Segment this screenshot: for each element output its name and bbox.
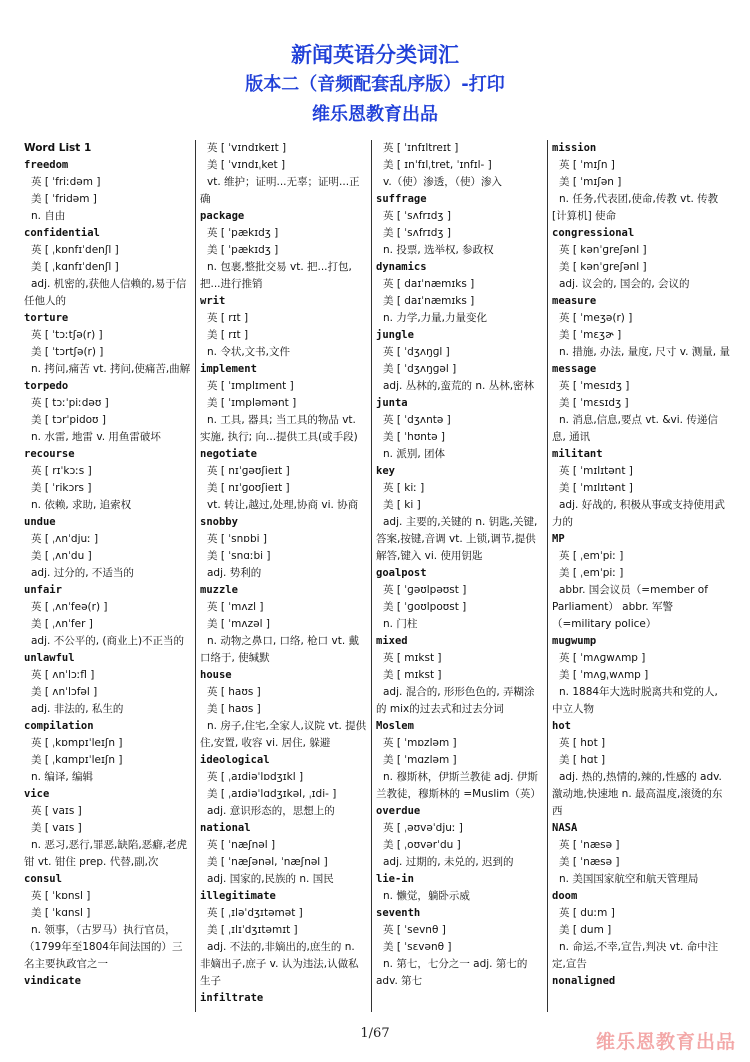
entry-pronunciation: 美 [ vaɪs ] [31,822,82,834]
entry-pronunciation: 美 [ ɪnˈfɪlˌtret, ˈɪnfɪl- ] [383,159,492,171]
entry-word: jungle [376,329,414,341]
entry-word: freedom [24,159,69,171]
entry-pronunciation: 英 [ nɪˈɡəʊʃieɪt ] [207,465,290,477]
entry-pronunciation: 英 [ vaɪs ] [31,805,82,817]
entry-pronunciation: 美 [ ˈmʌɡˌwʌmp ] [559,669,649,681]
entry-word: muzzle [200,584,238,596]
entry-pronunciation: 英 [ ˈɡəʊlpəʊst ] [383,584,467,596]
column-divider [371,140,372,1012]
entry-word: national [200,822,251,834]
entry-pronunciation: 英 [ ˈtɔːtʃə(r) ] [31,329,103,341]
entry-pronunciation: 美 [ ˈmʌzəl ] [207,618,270,630]
entry-pronunciation: 美 [ ˈmɛʒɚ ] [559,329,622,341]
entry-pronunciation: 英 [ hɒt ] [559,737,606,749]
entry-word: seventh [376,907,421,919]
entry-definition: n. 拷问,痛苦 vt. 拷问,使痛苦,曲解 [31,363,191,375]
entry-word: lie-in [376,873,414,885]
entry-word: vindicate [24,975,81,987]
entry-pronunciation: 美 [ daɪˈnæmɪks ] [383,295,475,307]
word-list-columns [24,140,730,1016]
entry-definition: n. 编译, 编辑 [31,771,94,783]
entry-definition: n. 动物之鼻口, 口络, 枪口 vt. 戴口络于, 使缄默 [200,635,360,664]
entry-pronunciation: 英 [ ʌnˈlɔːfl ] [31,669,95,681]
entry-pronunciation: 美 [ ki ] [383,499,421,511]
column-4 [552,140,730,1012]
entry-word: junta [376,397,408,409]
entry-word: consul [24,873,62,885]
entry-word: nonaligned [552,975,616,987]
entry-definition: adj. 不法的,非嫡出的,庶生的 n. 非嫡出子,庶子 v. 认为违法,认做私生子 [200,941,359,987]
entry-pronunciation: 美 [ ˈtɔrtʃə(r) ] [31,346,104,358]
entry-pronunciation: 美 [ ˈmɑzləm ] [383,754,457,766]
entry-pronunciation: 英 [ ˌɪləˈdʒɪtəmət ] [207,907,303,919]
entry-pronunciation: 英 [ ˈpækɪdʒ ] [207,227,279,239]
entry-pronunciation: 美 [ ˈmɪlɪtənt ] [559,482,633,494]
entry-pronunciation: 美 [ ˈvɪndɪˌket ] [207,159,286,171]
entry-word: illegitimate [200,890,276,902]
entry-word: confidential [24,227,100,239]
entry-word: dynamics [376,261,427,273]
entry-definition: n. 力学,力量,力量变化 [383,312,488,324]
entry-pronunciation: 英 [ haʊs ] [207,686,261,698]
entry-pronunciation: 英 [ ˈvɪndɪkeɪt ] [207,142,287,154]
entry-definition: adj. 混合的, 形形色色的, 弄糊涂的 mix的过去式和过去分词 [376,686,535,715]
entry-pronunciation: 美 [ ˈsɛvənθ ] [383,941,452,953]
entry-pronunciation: 美 [ ˈkɑnsl ] [31,907,91,919]
entry-word: house [200,669,232,681]
entry-pronunciation: 美 [ ˈfridəm ] [31,193,97,205]
entry-pronunciation: 英 [ ˈsnɒbi ] [207,533,267,545]
entry-pronunciation: 英 [ rɪt ] [207,312,249,324]
entry-pronunciation: 美 [ rɪt ] [207,329,249,341]
entry-pronunciation: 英 [ ˈdʒʌntə ] [383,414,451,426]
entry-pronunciation: 英 [ ˈmesɪdʒ ] [559,380,630,392]
entry-definition: n. 命运,不幸,宣告,判决 vt. 命中注定,宣告 [552,941,719,970]
entry-pronunciation: 美 [ ʌnˈlɔfəl ] [31,686,98,698]
entry-pronunciation: 美 [ ˈmɪʃən ] [559,176,622,188]
entry-definition: n. 投票, 选举权, 参政权 [383,244,494,256]
entry-pronunciation: 英 [ ˈmɪlɪtənt ] [559,465,633,477]
entry-pronunciation: 英 [ ˌʌnˈdjuː ] [31,533,99,545]
entry-pronunciation: 美 [ ˈsʌfrɪdʒ ] [383,227,451,239]
entry-pronunciation: 英 [ ˈfriːdəm ] [31,176,101,188]
entry-pronunciation: 美 [ haʊs ] [207,703,261,715]
entry-word: NASA [552,822,578,834]
entry-pronunciation: 美 [ ˈdʒʌŋɡəl ] [383,363,457,375]
entry-pronunciation: 英 [ ˈmʌzl ] [207,601,264,613]
entry-definition: n. 美国国家航空和航天管理局 [559,873,699,885]
entry-word: unfair [24,584,62,596]
entry-definition: adj. 势利的 [207,567,262,579]
entry-definition: n. 任务,代表团,使命,传教 vt. 传教 [计算机] 使命 [552,193,719,222]
entry-definition: adj. 国家的,民族的 n. 国民 [207,873,334,885]
entry-pronunciation: 英 [ duːm ] [559,907,615,919]
entry-pronunciation: 美 [ ˈhʊntə ] [383,431,445,443]
entry-definition: adj. 热的,热情的,辣的,性感的 adv. 激动地,快速地 n. 最高温度,滚烫的东西 [552,771,723,817]
entry-word: congressional [552,227,635,239]
entry-pronunciation: 美 [ ˌkɑmpɪˈleɪʃn ] [31,754,123,766]
entry-pronunciation: 美 [ ˌkɑnfɪˈdenʃl ] [31,261,119,273]
entry-definition: n. 消息,信息,要点 vt. &vi. 传递信息, 通讯 [552,414,718,443]
entry-word: vice [24,788,50,800]
entry-definition: adj. 不公平的, (商业上)不正当的 [31,635,185,647]
entry-pronunciation: 美 [ hɑt ] [559,754,606,766]
entry-definition: n. 领事，（古罗马）执行官员，（1799年至1804年间法国的）三名主要执政官之一 [24,924,183,970]
entry-definition: n. 1884年大选时脱离共和党的人, 中立人物 [552,686,718,715]
entry-pronunciation: 英 [ ˌkɒnfɪˈdenʃl ] [31,244,119,256]
entry-pronunciation: 英 [ ˈsʌfrɪdʒ ] [383,210,451,222]
entry-pronunciation: 美 [ ˈnæʃənəl, ˈnæʃnəl ] [207,856,328,868]
column-3 [376,140,544,1012]
entry-pronunciation: 英 [ ˈmɒzləm ] [383,737,457,749]
entry-pronunciation: 美 [ ˈɡoʊlpoʊst ] [383,601,467,613]
entry-pronunciation: 美 [ ˌʌnˈdu ] [31,550,92,562]
entry-definition: adj. 意识形态的，思想上的 [207,805,335,817]
entry-definition: vt. 维护；证明...无辜；证明...正确 [200,176,360,205]
entry-definition: n. 门柱 [383,618,418,630]
entry-word: militant [552,448,603,460]
entry-pronunciation: 美 [ ˈpækɪdʒ ] [207,244,279,256]
entry-definition: adj. 议会的, 国会的, 会议的 [559,278,690,290]
document-subtitle: 版本二（音频配套乱序版）-打印 [245,74,505,95]
header [0,40,750,130]
entry-word: goalpost [376,567,427,579]
entry-pronunciation: 英 [ ˌemˈpiː ] [559,550,624,562]
entry-word: mugwump [552,635,597,647]
entry-word: measure [552,295,597,307]
entry-word: Moslem [376,720,414,732]
column-1 [24,140,192,1012]
entry-pronunciation: 英 [ rɪˈkɔːs ] [31,465,92,477]
column-divider [195,140,196,1012]
entry-pronunciation: 英 [ tɔːˈpiːdəʊ ] [31,397,109,409]
entry-word: mixed [376,635,408,647]
entry-word: negotiate [200,448,257,460]
entry-pronunciation: 英 [ ˈdʒʌŋɡl ] [383,346,450,358]
entry-pronunciation: 美 [ tɔrˈpidoʊ ] [31,414,106,426]
entry-word: key [376,465,395,477]
entry-word: suffrage [376,193,427,205]
entry-pronunciation: 英 [ ˈɪnfɪltreɪt ] [383,142,459,154]
entry-word: package [200,210,245,222]
publisher-line: 维乐恩教育出品 [312,104,438,125]
entry-word: infiltrate [200,992,264,1004]
entry-definition: n. 派别, 团体 [383,448,446,460]
entry-definition: n. 恶习,恶行,罪恶,缺陷,恶癖,老虎钳 vt. 钳住 prep. 代替,副,次 [24,839,188,868]
entry-pronunciation: 美 [ kənˈɡreʃənl ] [559,261,647,273]
entry-pronunciation: 英 [ ˈnæsə ] [559,839,620,851]
entry-word: overdue [376,805,421,817]
entry-pronunciation: 美 [ mɪkst ] [383,669,442,681]
entry-definition: adj. 主要的,关键的 n. 钥匙,关键,答案,按键,音调 vt. 上锁,调节,提供解答,键入 vi. 使用钥匙 [376,516,538,562]
entry-pronunciation: 美 [ ˈrikɔrs ] [31,482,92,494]
entry-pronunciation: 英 [ ˌaɪdiəˈlɒdʒɪkl ] [207,771,304,783]
entry-pronunciation: 美 [ ˈsnɑːbi ] [207,550,271,562]
entry-definition: n. 懒觉，躺卧示威 [383,890,470,902]
entry-pronunciation: 英 [ kənˈɡreʃənl ] [559,244,647,256]
entry-word: snobby [200,516,238,528]
entry-definition: adj. 过期的, 未兑的, 迟到的 [383,856,514,868]
entry-word: message [552,363,597,375]
entry-pronunciation: 英 [ ˈmɪʃn ] [559,159,615,171]
entry-pronunciation: 美 [ nɪˈɡoʊʃieɪt ] [207,482,290,494]
entry-pronunciation: 英 [ ˌʌnˈfeə(r) ] [31,601,108,613]
entry-definition: adj. 机密的,获他人信赖的,易于信任他人的 [24,278,187,307]
page-number: 1/67 [360,1026,390,1041]
entry-word: hot [552,720,571,732]
column-divider [547,140,548,1012]
entry-definition: abbr. 国会议员（=member of Parliament） abbr. 军警（=military police） [552,584,708,630]
entry-pronunciation: 美 [ ˌemˈpiː ] [559,567,624,579]
entry-definition: n. 自由 [31,210,66,222]
entry-definition: n. 水雷, 地雷 v. 用鱼雷破坏 [31,431,161,443]
entry-definition: n. 依赖, 求助, 追索权 [31,499,132,511]
entry-pronunciation: 英 [ ˈkɒnsl ] [31,890,91,902]
entry-word: unlawful [24,652,75,664]
entry-definition: n. 房子,住宅,全家人,议院 vt. 提供住,安置, 收容 vi. 居住, 躲避 [200,720,367,749]
entry-definition: vt. 转让,越过,处理,协商 vi. 协商 [207,499,359,511]
entry-pronunciation: 美 [ dum ] [559,924,612,936]
entry-pronunciation: 美 [ ˈnæsə ] [559,856,620,868]
entry-definition: adj. 丛林的,蛮荒的 n. 丛林,密林 [383,380,535,392]
entry-definition: n. 工具, 器具; 当工具的物品 vt. 实施, 执行; 向...提供工具(或手段) [200,414,358,443]
entry-definition: n. 穆斯林，伊斯兰教徒 adj. 伊斯兰教徒，穆斯林的 =Muslim（英） [376,771,541,800]
entry-definition: n. 包裹,整批交易 vt. 把...打包,把...进行推销 [200,261,352,290]
entry-pronunciation: 英 [ ˈsevnθ ] [383,924,446,936]
entry-pronunciation: 英 [ kiː ] [383,482,425,494]
entry-definition: n. 措施, 办法, 量度, 尺寸 v. 测量, 量 [559,346,730,358]
watermark-logo: 维乐恩教育出品 [595,1031,736,1053]
entry-pronunciation: 英 [ ˈmeʒə(r) ] [559,312,633,324]
column-2 [200,140,368,1012]
entry-pronunciation: 美 [ ˌoʊvərˈdu ] [383,839,461,851]
entry-word: mission [552,142,597,154]
entry-pronunciation: 美 [ ˌʌnˈfer ] [31,618,93,630]
entry-word: implement [200,363,257,375]
entry-pronunciation: 美 [ ˈɪmpləmənt ] [207,397,297,409]
entry-pronunciation: 美 [ ˌɪlɪˈdʒɪtəmɪt ] [207,924,298,936]
word-list-title: Word List 1 [24,142,92,154]
entry-word: torpedo [24,380,69,392]
entry-word: torture [24,312,69,324]
entry-pronunciation: 英 [ ˌkɒmpɪˈleɪʃn ] [31,737,123,749]
entry-word: writ [200,295,226,307]
entry-definition: n. 第七，七分之一 adj. 第七的 adv. 第七 [376,958,528,987]
entry-pronunciation: 美 [ ˌaɪdiəˈlɑdʒɪkəl, ˌɪdi- ] [207,788,337,800]
entry-word: doom [552,890,578,902]
entry-word: recourse [24,448,75,460]
entry-word: compilation [24,720,94,732]
entry-definition: v.（使）渗透，（使）渗入 [383,176,502,188]
entry-definition: adj. 好战的, 积极从事或支持使用武力的 [552,499,725,528]
entry-pronunciation: 美 [ ˈmɛsɪdʒ ] [559,397,629,409]
entry-pronunciation: 英 [ ˈɪmplɪment ] [207,380,294,392]
entry-pronunciation: 英 [ mɪkst ] [383,652,442,664]
entry-word: MP [552,533,565,545]
entry-pronunciation: 英 [ ˈnæʃnəl ] [207,839,276,851]
entry-word: ideological [200,754,270,766]
entry-definition: adj. 非法的, 私生的 [31,703,124,715]
entry-definition: n. 令状,文书,文件 [207,346,291,358]
entry-definition: adj. 过分的, 不适当的 [31,567,134,579]
document-title: 新闻英语分类词汇 [291,43,459,67]
entry-pronunciation: 英 [ ˈmʌɡwʌmp ] [559,652,646,664]
entry-pronunciation: 英 [ daɪˈnæmɪks ] [383,278,475,290]
entry-pronunciation: 英 [ ˌəʊvəˈdjuː ] [383,822,463,834]
entry-word: undue [24,516,56,528]
